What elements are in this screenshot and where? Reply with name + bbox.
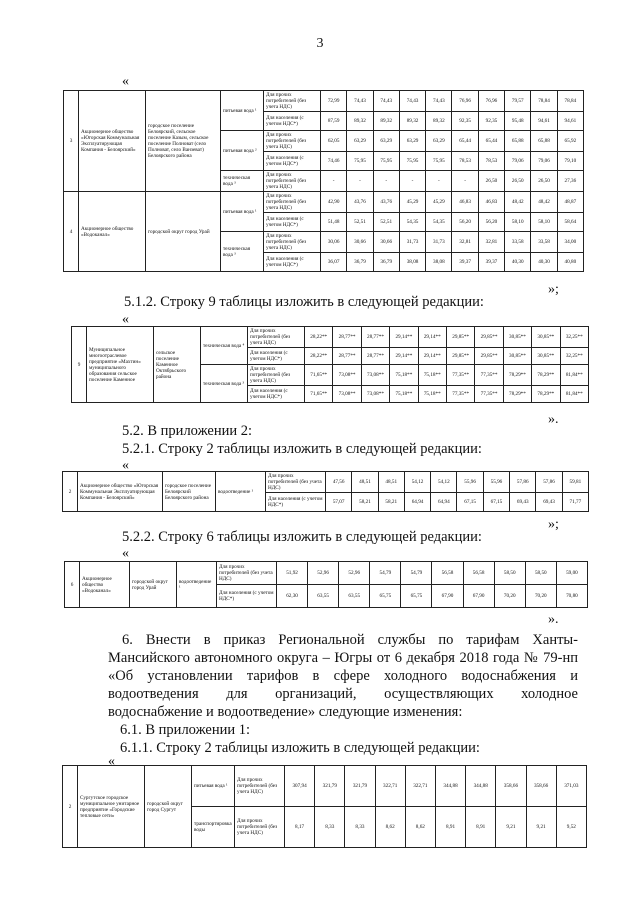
- tariff-value-cell: 63,29: [347, 131, 373, 152]
- tariff-value-cell: 358,66: [496, 766, 526, 807]
- row-number-cell: 3: [64, 91, 79, 192]
- tariff-value-cell: 92,35: [452, 112, 478, 131]
- consumer-group-cell: Для населения (с учетом НДС*): [264, 213, 321, 232]
- tariff-value-cell: 52,96: [308, 562, 339, 585]
- tariff-value-cell: 77,35**: [446, 365, 474, 386]
- open-quote: «: [122, 546, 129, 561]
- tariff-value-cell: 74,43: [426, 91, 452, 112]
- open-quote: «: [108, 754, 115, 769]
- tariff-value-cell: 73,08**: [361, 386, 389, 403]
- consumer-group-cell: Для населения (с учетом НДС*): [248, 348, 305, 365]
- tariff-value-cell: 62,30: [277, 585, 308, 608]
- tariff-value-cell: 29,14**: [418, 348, 446, 365]
- tariff-value-cell: 73,08**: [333, 365, 361, 386]
- tariff-value-cell: 32,25**: [560, 327, 588, 348]
- tariff-value-cell: 33,58: [505, 232, 531, 253]
- tariff-value-cell: 67,15: [457, 493, 483, 512]
- tariff-value-cell: 71,65**: [305, 386, 333, 403]
- tariff-value-cell: 51,92: [277, 562, 308, 585]
- tariff-value-cell: 78,29**: [532, 365, 560, 386]
- organization-cell: Акционерное общество «Водоканал»: [80, 562, 130, 608]
- consumer-group-cell: Для населения (с учетом НДС*): [248, 386, 305, 403]
- table-row: [63, 766, 587, 807]
- tariff-value-cell: 67,90: [463, 585, 494, 608]
- tariff-value-cell: 75,95: [399, 152, 425, 171]
- tariff-value-cell: 63,55: [308, 585, 339, 608]
- service-type-cell: водоотведение ¹: [177, 562, 217, 608]
- tariff-value-cell: 58,50: [494, 562, 525, 585]
- tariff-table-appendix2-row6: [64, 561, 588, 608]
- tariff-value-cell: 79,57: [505, 91, 531, 112]
- tariff-value-cell: 48,87: [557, 192, 583, 213]
- tariff-value-cell: 34,00: [557, 232, 583, 253]
- tariff-value-cell: 26,50: [531, 171, 557, 192]
- row-number-cell: 9: [72, 327, 87, 403]
- heading-5-1-2: 5.1.2. Строку 9 таблицы изложить в следующей редакции:: [124, 294, 484, 310]
- tariff-value-cell: 30,66: [373, 232, 399, 253]
- tariff-table-appendix1: [63, 90, 584, 272]
- tariff-value-cell: 28,22**: [305, 348, 333, 365]
- tariff-value-cell: 48,51: [352, 472, 378, 493]
- tariff-value-cell: 36,07: [321, 253, 347, 272]
- tariff-value-cell: 89,32: [373, 112, 399, 131]
- tariff-value-cell: 55,96: [457, 472, 483, 493]
- open-quote: «: [122, 458, 129, 473]
- service-type-cell: техническая вода ⁴: [201, 327, 248, 365]
- consumer-group-cell: Для прочих потребителей (без учета НДС): [235, 766, 285, 807]
- tariff-value-cell: 79,10: [557, 152, 583, 171]
- tariff-value-cell: 75,18**: [418, 365, 446, 386]
- paragraph-6-line2: Мансийского автономного округа – Югры от 6 декабря 2018 года № 79-нп: [108, 650, 578, 666]
- service-type-cell: техническая вода ³: [201, 365, 248, 403]
- tariff-value-cell: 74,43: [347, 91, 373, 112]
- tariff-value-cell: 27,36: [557, 171, 583, 192]
- tariff-value-cell: 56,20: [452, 213, 478, 232]
- close-quote: ».: [548, 612, 559, 627]
- tariff-value-cell: 72,99: [321, 91, 347, 112]
- table-row: [72, 327, 589, 348]
- tariff-value-cell: 43,76: [373, 192, 399, 213]
- tariff-value-cell: 29,85**: [475, 327, 503, 348]
- tariff-value-cell: 8,33: [345, 807, 375, 848]
- tariff-value-cell: 31,73: [399, 232, 425, 253]
- tariff-value-cell: 64,94: [431, 493, 457, 512]
- row-number-cell: 6: [65, 562, 80, 608]
- tariff-value-cell: 30,66: [347, 232, 373, 253]
- tariff-value-cell: 79,06: [505, 152, 531, 171]
- consumer-group-cell: Для населения (с учетом НДС*): [217, 585, 277, 608]
- tariff-value-cell: 45,29: [426, 192, 452, 213]
- territory-cell: городской округ город Урай: [130, 562, 177, 608]
- tariff-value-cell: 56,20: [478, 213, 504, 232]
- tariff-value-cell: 89,32: [347, 112, 373, 131]
- tariff-value-cell: 56,58: [463, 562, 494, 585]
- tariff-value-cell: 73,08**: [333, 386, 361, 403]
- tariff-value-cell: 38,08: [426, 253, 452, 272]
- tariff-value-cell: 42,90: [321, 192, 347, 213]
- close-quote: ».: [548, 412, 559, 427]
- tariff-value-cell: -: [426, 171, 452, 192]
- tariff-value-cell: 87,59: [321, 112, 347, 131]
- tariff-value-cell: 28,77**: [333, 348, 361, 365]
- tariff-value-cell: 33,58: [531, 232, 557, 253]
- tariff-value-cell: 30,85**: [503, 348, 531, 365]
- tariff-value-cell: 75,18**: [390, 386, 418, 403]
- tariff-value-cell: 39,37: [452, 253, 478, 272]
- tariff-value-cell: 36,79: [373, 253, 399, 272]
- tariff-value-cell: 29,85**: [446, 348, 474, 365]
- organization-cell: Муниципальное многоотраслевое предприятие «Махтин» муниципального образования сельское поселение Каменное: [87, 327, 154, 403]
- consumer-group-cell: Для прочих потребителей (без учета НДС): [264, 232, 321, 253]
- service-type-cell: водоотведение ¹: [216, 472, 266, 512]
- tariff-value-cell: 89,32: [399, 112, 425, 131]
- tariff-value-cell: 26,50: [505, 171, 531, 192]
- territory-cell: городской округ город Урай: [146, 192, 221, 272]
- tariff-value-cell: 74,46: [321, 152, 347, 171]
- tariff-value-cell: 92,35: [478, 112, 504, 131]
- tariff-value-cell: 28,77**: [361, 348, 389, 365]
- tariff-value-cell: 31,73: [426, 232, 452, 253]
- tariff-value-cell: 71,77: [562, 493, 588, 512]
- tariff-value-cell: 54,35: [399, 213, 425, 232]
- tariff-value-cell: 77,35**: [475, 386, 503, 403]
- tariff-value-cell: 321,79: [315, 766, 345, 807]
- consumer-group-cell: Для прочих потребителей (без учета НДС): [264, 131, 321, 152]
- tariff-value-cell: 69,43: [510, 493, 536, 512]
- service-type-cell: питьевая вода ²: [221, 131, 264, 171]
- tariff-value-cell: 65,75: [370, 585, 401, 608]
- tariff-value-cell: 67,90: [432, 585, 463, 608]
- tariff-value-cell: 63,29: [426, 131, 452, 152]
- tariff-value-cell: 307,94: [285, 766, 315, 807]
- tariff-value-cell: 32,81: [478, 232, 504, 253]
- tariff-value-cell: 75,95: [347, 152, 373, 171]
- tariff-value-cell: 46,83: [452, 192, 478, 213]
- tariff-value-cell: 322,71: [405, 766, 435, 807]
- consumer-group-cell: Для населения (с учетом НДС*): [264, 152, 321, 171]
- tariff-value-cell: 54,12: [431, 472, 457, 493]
- consumer-group-cell: Для прочих потребителей (без учета НДС): [264, 192, 321, 213]
- consumer-group-cell: Для прочих потребителей (без учета НДС): [264, 91, 321, 112]
- tariff-value-cell: 74,43: [373, 91, 399, 112]
- tariff-value-cell: 29,85**: [475, 348, 503, 365]
- table-row: [65, 562, 588, 585]
- tariff-value-cell: 78,29**: [503, 365, 531, 386]
- heading-5-2: 5.2. В приложении 2:: [122, 423, 253, 439]
- tariff-value-cell: 65,44: [452, 131, 478, 152]
- consumer-group-cell: Для прочих потребителей (без учета НДС): [217, 562, 277, 585]
- tariff-value-cell: 48,42: [531, 192, 557, 213]
- tariff-value-cell: 45,29: [399, 192, 425, 213]
- paragraph-6-line3: «Об установлении тарифов в сфере холодного водоснабжения и: [108, 668, 578, 684]
- tariff-value-cell: 26,50: [478, 171, 504, 192]
- tariff-value-cell: 75,18**: [418, 386, 446, 403]
- tariff-value-cell: 57,86: [536, 472, 562, 493]
- service-type-cell: техническая вода ³: [221, 171, 264, 192]
- row-number-cell: 2: [63, 472, 78, 512]
- tariff-value-cell: 58,64: [557, 213, 583, 232]
- table-row: [64, 192, 584, 213]
- service-type-cell: питьевая вода ¹: [221, 91, 264, 131]
- tariff-value-cell: 63,55: [339, 585, 370, 608]
- tariff-value-cell: 89,32: [426, 112, 452, 131]
- tariff-value-cell: 344,88: [435, 766, 465, 807]
- tariff-value-cell: 32,25**: [560, 348, 588, 365]
- table-row: [63, 472, 589, 493]
- heading-5-2-1: 5.2.1. Строку 2 таблицы изложить в следующей редакции:: [122, 441, 482, 457]
- territory-cell: сельское поселение Каменное Октябрьского района: [154, 327, 201, 403]
- tariff-value-cell: 39,37: [478, 253, 504, 272]
- tariff-value-cell: 54,79: [370, 562, 401, 585]
- organization-cell: Акционерное общество «Югорская Коммунальная Эксплуатирующая Компания - Белоярский»: [79, 91, 146, 192]
- tariff-value-cell: 54,35: [426, 213, 452, 232]
- tariff-value-cell: 8,62: [375, 807, 405, 848]
- consumer-group-cell: Для прочих потребителей (без учета НДС): [248, 365, 305, 386]
- tariff-value-cell: 95,48: [505, 112, 531, 131]
- tariff-value-cell: 70,20: [525, 585, 556, 608]
- tariff-value-cell: 48,51: [378, 472, 404, 493]
- tariff-value-cell: 32,81: [452, 232, 478, 253]
- tariff-value-cell: 51,48: [321, 213, 347, 232]
- consumer-group-cell: Для населения (с учетом НДС*): [266, 493, 326, 512]
- paragraph-6-line4: водоотведения для организаций, осуществляющих холодное: [108, 686, 578, 702]
- tariff-value-cell: 8,91: [435, 807, 465, 848]
- heading-6-1-1: 6.1.1. Строку 2 таблицы изложить в следующей редакции:: [120, 740, 480, 756]
- tariff-value-cell: 75,95: [373, 152, 399, 171]
- tariff-value-cell: 76,96: [478, 91, 504, 112]
- tariff-value-cell: 321,79: [345, 766, 375, 807]
- tariff-table-row9: [71, 326, 589, 403]
- tariff-value-cell: 58,50: [525, 562, 556, 585]
- tariff-value-cell: -: [321, 171, 347, 192]
- tariff-value-cell: 63,29: [373, 131, 399, 152]
- tariff-value-cell: 28,77**: [361, 327, 389, 348]
- tariff-value-cell: 8,62: [405, 807, 435, 848]
- table-row: [64, 91, 584, 112]
- tariff-value-cell: 344,88: [466, 766, 496, 807]
- tariff-value-cell: 29,14**: [418, 327, 446, 348]
- tariff-value-cell: 30,85**: [532, 327, 560, 348]
- tariff-value-cell: 58,10: [505, 213, 531, 232]
- tariff-value-cell: 65,92: [557, 131, 583, 152]
- tariff-value-cell: 71,65**: [305, 365, 333, 386]
- tariff-value-cell: 78,84: [531, 91, 557, 112]
- tariff-value-cell: 79,06: [531, 152, 557, 171]
- organization-cell: Акционерное общество «Водоканал»: [79, 192, 146, 272]
- tariff-value-cell: 65,88: [505, 131, 531, 152]
- tariff-table-appendix2-row2: [62, 471, 589, 512]
- tariff-value-cell: 58,21: [352, 493, 378, 512]
- tariff-value-cell: 52,96: [339, 562, 370, 585]
- open-quote: «: [122, 74, 129, 89]
- row-number-cell: 2: [63, 766, 78, 848]
- tariff-value-cell: 322,71: [375, 766, 405, 807]
- tariff-value-cell: -: [347, 171, 373, 192]
- tariff-value-cell: 30,85**: [503, 327, 531, 348]
- tariff-value-cell: -: [399, 171, 425, 192]
- paragraph-6-line5: водоснабжение и водоотведение» следующие изменения:: [108, 704, 463, 720]
- tariff-value-cell: 70,80: [556, 585, 587, 608]
- tariff-value-cell: 55,96: [483, 472, 509, 493]
- tariff-value-cell: 58,21: [378, 493, 404, 512]
- tariff-value-cell: 29,14**: [390, 348, 418, 365]
- tariff-value-cell: 65,44: [478, 131, 504, 152]
- tariff-value-cell: 78,53: [478, 152, 504, 171]
- tariff-value-cell: 94,61: [531, 112, 557, 131]
- tariff-value-cell: 78,29**: [503, 386, 531, 403]
- consumer-group-cell: Для прочих потребителей (без учета НДС): [264, 171, 321, 192]
- tariff-value-cell: 371,03: [556, 766, 586, 807]
- tariff-table-79np-row2: [62, 765, 587, 848]
- tariff-value-cell: 65,75: [401, 585, 432, 608]
- tariff-value-cell: 78,84: [557, 91, 583, 112]
- tariff-value-cell: 9,52: [556, 807, 586, 848]
- tariff-value-cell: 74,43: [399, 91, 425, 112]
- open-quote: «: [122, 312, 129, 327]
- tariff-value-cell: 47,56: [326, 472, 352, 493]
- tariff-value-cell: -: [452, 171, 478, 192]
- tariff-value-cell: 77,35**: [475, 365, 503, 386]
- tariff-value-cell: 94,61: [557, 112, 583, 131]
- tariff-value-cell: 54,12: [404, 472, 430, 493]
- tariff-value-cell: 77,35**: [446, 386, 474, 403]
- tariff-value-cell: 8,17: [285, 807, 315, 848]
- service-type-cell: транспортировка воды: [192, 807, 235, 848]
- tariff-value-cell: 81,84**: [560, 386, 588, 403]
- tariff-value-cell: 52,51: [373, 213, 399, 232]
- heading-5-2-2: 5.2.2. Строку 6 таблицы изложить в следующей редакции:: [122, 529, 482, 545]
- tariff-value-cell: 9,21: [526, 807, 556, 848]
- tariff-value-cell: 64,94: [404, 493, 430, 512]
- tariff-value-cell: 65,88: [531, 131, 557, 152]
- tariff-value-cell: 75,95: [426, 152, 452, 171]
- tariff-value-cell: 57,86: [510, 472, 536, 493]
- tariff-value-cell: 48,42: [505, 192, 531, 213]
- territory-cell: городское поселение Белоярский Белоярского района: [163, 472, 216, 512]
- tariff-value-cell: 30,85**: [532, 348, 560, 365]
- tariff-value-cell: 40,30: [505, 253, 531, 272]
- tariff-value-cell: 52,51: [347, 213, 373, 232]
- tariff-value-cell: -: [373, 171, 399, 192]
- consumer-group-cell: Для прочих потребителей (без учета НДС): [248, 327, 305, 348]
- tariff-value-cell: 78,29**: [532, 386, 560, 403]
- consumer-group-cell: Для населения (с учетом НДС*): [264, 253, 321, 272]
- row-number-cell: 4: [64, 192, 79, 272]
- tariff-value-cell: 29,14**: [390, 327, 418, 348]
- tariff-value-cell: 75,18**: [390, 365, 418, 386]
- tariff-value-cell: 59,00: [556, 562, 587, 585]
- territory-cell: городское поселение Белоярский, сельское поселение Казым, сельское поселение Полноват (село Полноват, село Ванзеват) Белоярского района: [146, 91, 221, 192]
- service-type-cell: питьевая вода ¹: [192, 766, 235, 807]
- tariff-value-cell: 76,96: [452, 91, 478, 112]
- tariff-value-cell: 62,05: [321, 131, 347, 152]
- tariff-value-cell: 29,85**: [446, 327, 474, 348]
- tariff-value-cell: 40,80: [557, 253, 583, 272]
- tariff-value-cell: 9,21: [496, 807, 526, 848]
- tariff-value-cell: 54,79: [401, 562, 432, 585]
- tariff-value-cell: 69,43: [536, 493, 562, 512]
- tariff-value-cell: 57,07: [326, 493, 352, 512]
- close-quote: »;: [548, 517, 559, 532]
- tariff-value-cell: 43,76: [347, 192, 373, 213]
- tariff-value-cell: 28,77**: [333, 327, 361, 348]
- service-type-cell: техническая вода ³: [221, 232, 264, 272]
- tariff-value-cell: 56,58: [432, 562, 463, 585]
- tariff-value-cell: 46,83: [478, 192, 504, 213]
- tariff-value-cell: 67,15: [483, 493, 509, 512]
- tariff-value-cell: 78,53: [452, 152, 478, 171]
- tariff-value-cell: 59,81: [562, 472, 588, 493]
- tariff-value-cell: 358,66: [526, 766, 556, 807]
- organization-cell: Акционерное общество «Югорская Коммунальная Эксплуатирующая Компания - Белоярский»: [78, 472, 163, 512]
- tariff-value-cell: 36,79: [347, 253, 373, 272]
- tariff-value-cell: 30,06: [321, 232, 347, 253]
- tariff-value-cell: 40,30: [531, 253, 557, 272]
- tariff-value-cell: 28,22**: [305, 327, 333, 348]
- paragraph-6-line1: 6. Внести в приказ Региональной службы по тарифам Ханты-: [122, 632, 578, 648]
- tariff-value-cell: 81,84**: [560, 365, 588, 386]
- tariff-value-cell: 70,20: [494, 585, 525, 608]
- tariff-value-cell: 73,08**: [361, 365, 389, 386]
- heading-6-1: 6.1. В приложении 1:: [120, 722, 251, 738]
- tariff-value-cell: 38,08: [399, 253, 425, 272]
- page-number: 3: [316, 36, 324, 51]
- territory-cell: городской округ город Сургут: [145, 766, 192, 848]
- tariff-value-cell: 8,91: [466, 807, 496, 848]
- close-quote: »;: [548, 282, 559, 297]
- tariff-value-cell: 58,10: [531, 213, 557, 232]
- tariff-value-cell: 8,33: [315, 807, 345, 848]
- service-type-cell: питьевая вода ¹: [221, 192, 264, 232]
- consumer-group-cell: Для прочих потребителей (без учета НДС): [235, 807, 285, 848]
- consumer-group-cell: Для прочих потребителей (без учета НДС): [266, 472, 326, 493]
- tariff-value-cell: 63,29: [399, 131, 425, 152]
- organization-cell: Сургутское городское муниципальное унитарное предприятие «Городские тепловые сети»: [78, 766, 145, 848]
- consumer-group-cell: Для населения (с учетом НДС*): [264, 112, 321, 131]
